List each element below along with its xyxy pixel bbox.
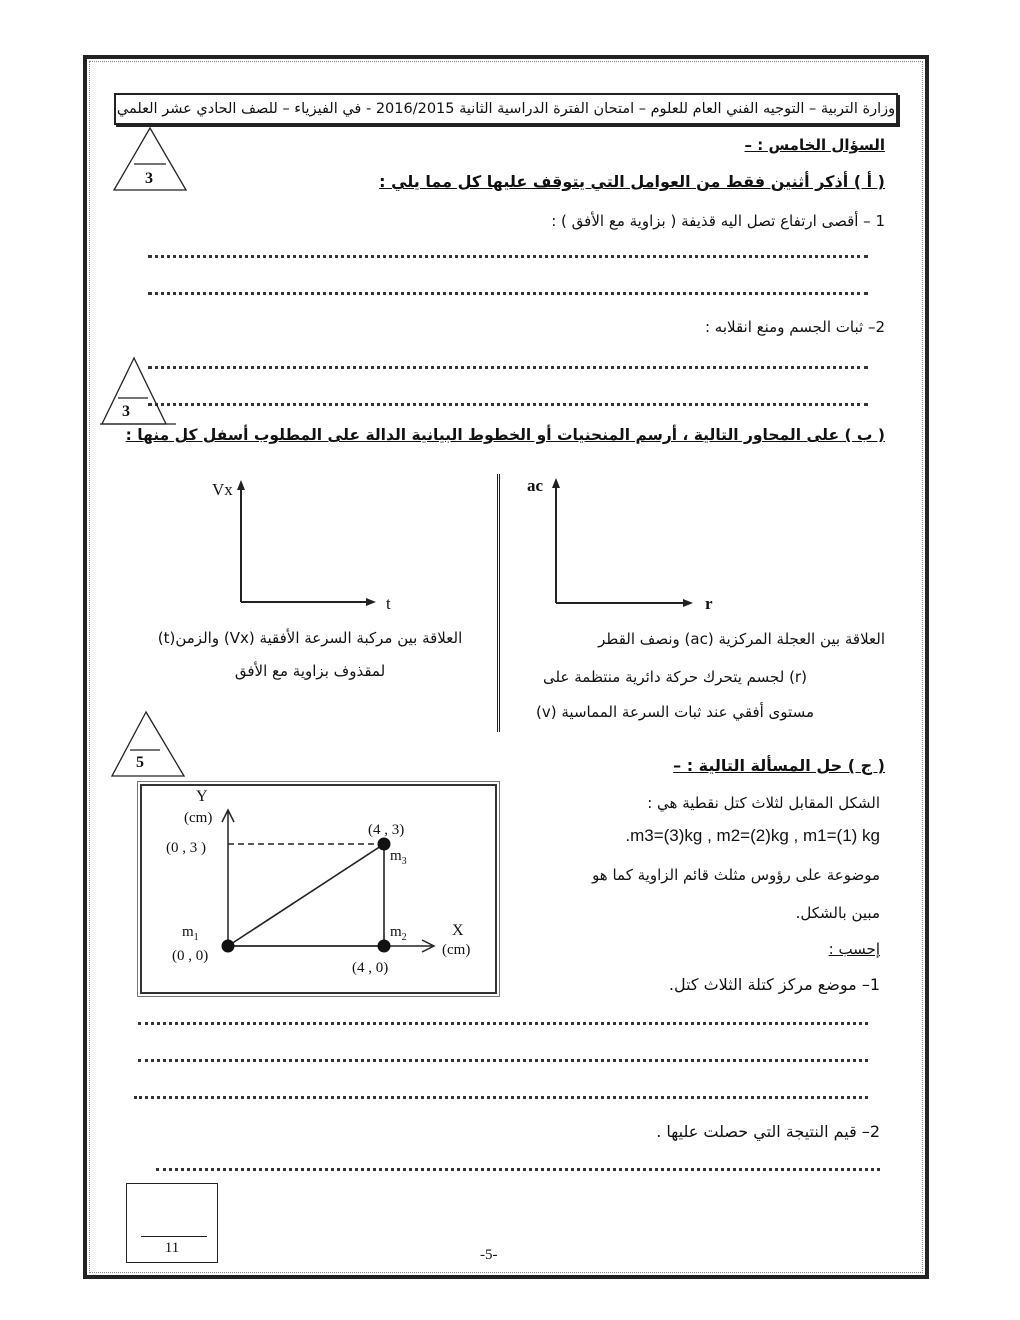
y-axis-label: ac [527,476,544,495]
total-score-box [126,1183,218,1263]
part-c-item-1: 1– موضع مركز كتلة الثلاث كتل. [668,975,880,994]
graph2-caption-line1: العلاقة بين العجلة المركزية (ac) ونصف القطر [598,630,885,648]
answer-line[interactable] [148,403,868,406]
mass-point-m1 [222,940,235,953]
exam-header [114,93,898,125]
m1-coord: (0 , 0) [172,948,209,964]
part-c-text-2: موضوعة على رؤوس مثلث قائم الزاوية كما هو [592,866,880,884]
graph2-caption-line3: مستوى أفقي عند ثبات السرعة المماسية (v) [536,703,814,721]
exam-header-title: وزارة التربية – التوجيه الفني العام للعلوم – امتحان الفترة الدراسية الثانية 2016/2015 - في الفيزياء – للصف الحادي عشر العلمي [116,101,896,117]
x-arrow-icon [683,599,693,607]
triangle-edge [228,844,384,946]
page-number: -5- [480,1247,498,1263]
axes-vx-t [230,478,390,613]
x-axis-label: t [386,594,391,613]
masses-line: .m3=(3)kg , m2=(2)kg , m1=(1) kg [625,826,880,845]
score-triangle-c [108,710,188,780]
diagram-y-label: Y [196,788,208,805]
score-triangle-b [100,356,176,426]
part-c-text-1: الشكل المقابل لثلاث كتل نقطية هي : [647,794,880,812]
m2-label: $m_2$ [390,924,407,943]
vertical-divider [497,474,500,732]
part-a-label: ( أ ) أذكر أثنين فقط من العوامل التي يتوقف عليها كل مما يلي : [379,172,885,191]
part-c-text-3: مبين بالشكل. [795,904,880,922]
score-a-value: 3 [145,170,153,187]
y-arrow-icon [237,480,245,490]
mass-point-m2 [378,940,391,953]
diagram-x-unit: (cm) [442,942,471,958]
y-arrow-icon [552,478,560,488]
calc-label: إحسب : [828,940,880,958]
score-line [141,1236,207,1237]
graph1-caption-line1: العلاقة بين مركبة السرعة الأفقية (Vx) والزمن(t) [157,629,463,647]
y-axis-label: Vx [212,480,233,499]
part-c-label: ( ج ) حل المسألة التالية : – [673,756,885,775]
m2-coord: (4 , 0) [352,960,389,976]
answer-line[interactable] [148,366,868,369]
part-b-label: ( ب ) على المحاور التالية ، أرسم المنحنيات أو الخطوط البيانية الدالة على المطلوب أسفل كل منها : [125,426,885,444]
graph1-caption-line2: لمقذوف بزاوية مع الأفق [234,662,386,680]
diagram-y-unit: (cm) [184,810,213,826]
x-arrow-icon [366,598,376,606]
part-a-item-1: 1 – أقصى ارتفاع تصل اليه قذيفة ( بزاوية مع الأفق ) : [551,212,885,230]
diagram-y-tick: (0 , 3 ) [166,840,206,856]
center-of-mass-diagram [140,784,497,994]
answer-line[interactable] [138,1059,868,1062]
score-triangle-a [112,126,188,192]
m1-label: $m_1$ [182,924,199,943]
score-c-value: 5 [136,754,144,771]
score-b-value: 3 [122,403,130,420]
m3-label: $m_3$ [390,848,407,867]
graph2-caption-line2: (r) لجسم يتحرك حركة دائرية منتظمة على [543,668,807,686]
question-title: السؤال الخامس : – [744,136,885,154]
answer-line[interactable] [134,1096,868,1099]
part-c-item-2: 2– قيم النتيجة التي حصلت عليها . [656,1122,880,1141]
answer-line[interactable] [156,1168,880,1171]
x-axis-label: r [705,594,713,613]
mass-point-m3 [378,838,391,851]
answer-line[interactable] [148,292,868,295]
total-score-value: 11 [164,1240,180,1256]
answer-line[interactable] [148,255,868,258]
diagram-x-label: X [452,922,464,939]
part-a-item-2: 2– ثبات الجسم ومنع انقلابه : [704,318,885,336]
answer-line[interactable] [138,1022,868,1025]
axes-ac-r [545,476,705,614]
m3-coord: (4 , 3) [368,822,405,838]
